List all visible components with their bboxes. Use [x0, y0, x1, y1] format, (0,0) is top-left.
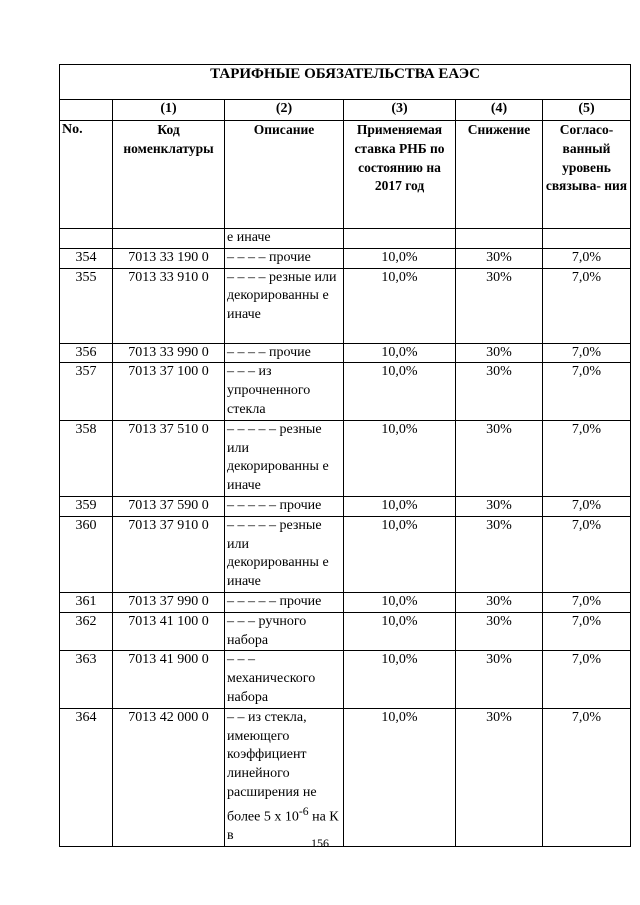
table-row	[60, 268, 631, 343]
row-code: 7013 33 190 0	[113, 248, 225, 268]
row-bound: 7,0%	[543, 248, 631, 268]
row-code: 7013 37 100 0	[113, 363, 225, 420]
table-row	[60, 516, 631, 592]
row-description-text: – – – – – прочие	[227, 497, 322, 513]
row-rate: 10,0%	[344, 420, 456, 496]
row-rate: 10,0%	[344, 516, 456, 592]
row-bound: 7,0%	[543, 708, 631, 846]
row-description-text: – – – – – прочие	[227, 593, 322, 609]
row-description-text: – – – ручного набора	[227, 613, 307, 648]
row-description-text: – – – – прочие	[227, 344, 311, 360]
row-description-tail: на К в	[227, 809, 339, 844]
row-rate: 10,0%	[344, 651, 456, 708]
continuation-reduction	[456, 229, 543, 249]
row-description-text: – – – – – резные или декорированны е иначе	[227, 421, 329, 494]
row-number: 358	[60, 420, 113, 496]
table-row	[60, 248, 631, 268]
title-row	[60, 65, 631, 100]
row-description-exponent: -6	[298, 804, 309, 818]
column-number-row	[60, 100, 631, 121]
row-description	[225, 496, 344, 516]
row-description-text: – – – механического набора	[227, 652, 316, 705]
row-number: 356	[60, 343, 113, 363]
page-number: 156	[311, 836, 329, 850]
column-number: (2)	[225, 100, 344, 121]
row-reduction: 30%	[456, 708, 543, 846]
header-description: Описание	[225, 121, 344, 229]
row-bound: 7,0%	[543, 516, 631, 592]
row-number: 357	[60, 363, 113, 420]
continuation-no	[60, 229, 113, 249]
column-number: (3)	[344, 100, 456, 121]
table-row	[60, 420, 631, 496]
row-description	[225, 343, 344, 363]
continuation-rate	[344, 229, 456, 249]
header-rate: Применяемая ставка РНБ по состоянию на 2017 год	[344, 121, 456, 229]
row-bound: 7,0%	[543, 496, 631, 516]
row-reduction: 30%	[456, 420, 543, 496]
column-number: (5)	[543, 100, 631, 121]
row-description-text: – – – – прочие	[227, 249, 311, 265]
row-description	[225, 248, 344, 268]
row-number: 363	[60, 651, 113, 708]
table-row	[60, 651, 631, 708]
continuation-description: е иначе	[225, 229, 344, 249]
row-description	[225, 516, 344, 592]
row-rate: 10,0%	[344, 612, 456, 651]
row-bound: 7,0%	[543, 651, 631, 708]
row-rate: 10,0%	[344, 343, 456, 363]
row-bound: 7,0%	[543, 592, 631, 612]
row-reduction: 30%	[456, 363, 543, 420]
header-no: No.	[60, 121, 113, 229]
row-code: 7013 37 590 0	[113, 496, 225, 516]
header-bound: Согласо- ванный уровень связыва- ния	[543, 121, 631, 229]
row-description	[225, 708, 344, 846]
row-number: 360	[60, 516, 113, 592]
column-number: (1)	[113, 100, 225, 121]
row-number: 364	[60, 708, 113, 846]
header-code: Код номенклатуры	[113, 121, 225, 229]
row-rate: 10,0%	[344, 592, 456, 612]
row-code: 7013 33 910 0	[113, 268, 225, 343]
table-row	[60, 708, 631, 846]
row-rate: 10,0%	[344, 268, 456, 343]
row-bound: 7,0%	[543, 420, 631, 496]
row-reduction: 30%	[456, 496, 543, 516]
table-row	[60, 612, 631, 651]
column-number-blank	[60, 100, 113, 121]
row-number: 354	[60, 248, 113, 268]
row-number: 361	[60, 592, 113, 612]
row-number: 359	[60, 496, 113, 516]
row-description-text: – – из стекла, имеющего коэффициент линейного расширения не более 5 х 10	[227, 709, 317, 825]
row-number: 362	[60, 612, 113, 651]
row-bound: 7,0%	[543, 268, 631, 343]
row-description	[225, 363, 344, 420]
row-code: 7013 37 990 0	[113, 592, 225, 612]
table-row	[60, 592, 631, 612]
row-rate: 10,0%	[344, 708, 456, 846]
table-row	[60, 363, 631, 420]
tariff-table	[59, 64, 631, 847]
row-code: 7013 37 510 0	[113, 420, 225, 496]
row-code: 7013 37 910 0	[113, 516, 225, 592]
row-code: 7013 33 990 0	[113, 343, 225, 363]
row-reduction: 30%	[456, 592, 543, 612]
row-reduction: 30%	[456, 343, 543, 363]
row-code: 7013 41 900 0	[113, 651, 225, 708]
row-reduction: 30%	[456, 248, 543, 268]
row-description	[225, 592, 344, 612]
row-description	[225, 268, 344, 343]
row-description-text: – – – – – резные или декорированны е иначе	[227, 517, 329, 590]
row-rate: 10,0%	[344, 363, 456, 420]
row-code: 7013 42 000 0	[113, 708, 225, 846]
row-rate: 10,0%	[344, 496, 456, 516]
column-number: (4)	[456, 100, 543, 121]
row-bound: 7,0%	[543, 612, 631, 651]
row-reduction: 30%	[456, 516, 543, 592]
row-bound: 7,0%	[543, 343, 631, 363]
row-bound: 7,0%	[543, 363, 631, 420]
row-description	[225, 651, 344, 708]
row-description	[225, 612, 344, 651]
table-row	[60, 343, 631, 363]
row-reduction: 30%	[456, 268, 543, 343]
table-row	[60, 496, 631, 516]
row-description-text: – – – из упрочненного стекла	[227, 364, 311, 417]
row-rate: 10,0%	[344, 248, 456, 268]
row-reduction: 30%	[456, 651, 543, 708]
table-title: ТАРИФНЫЕ ОБЯЗАТЕЛЬСТВА ЕАЭС	[60, 65, 631, 100]
continuation-row	[60, 229, 631, 249]
row-description	[225, 420, 344, 496]
row-description-text: – – – – резные или декорированны е иначе	[227, 269, 337, 323]
header-reduction: Снижение	[456, 121, 543, 229]
header-row	[60, 121, 631, 229]
row-number: 355	[60, 268, 113, 343]
row-code: 7013 41 100 0	[113, 612, 225, 651]
continuation-bound	[543, 229, 631, 249]
row-reduction: 30%	[456, 612, 543, 651]
continuation-code	[113, 229, 225, 249]
